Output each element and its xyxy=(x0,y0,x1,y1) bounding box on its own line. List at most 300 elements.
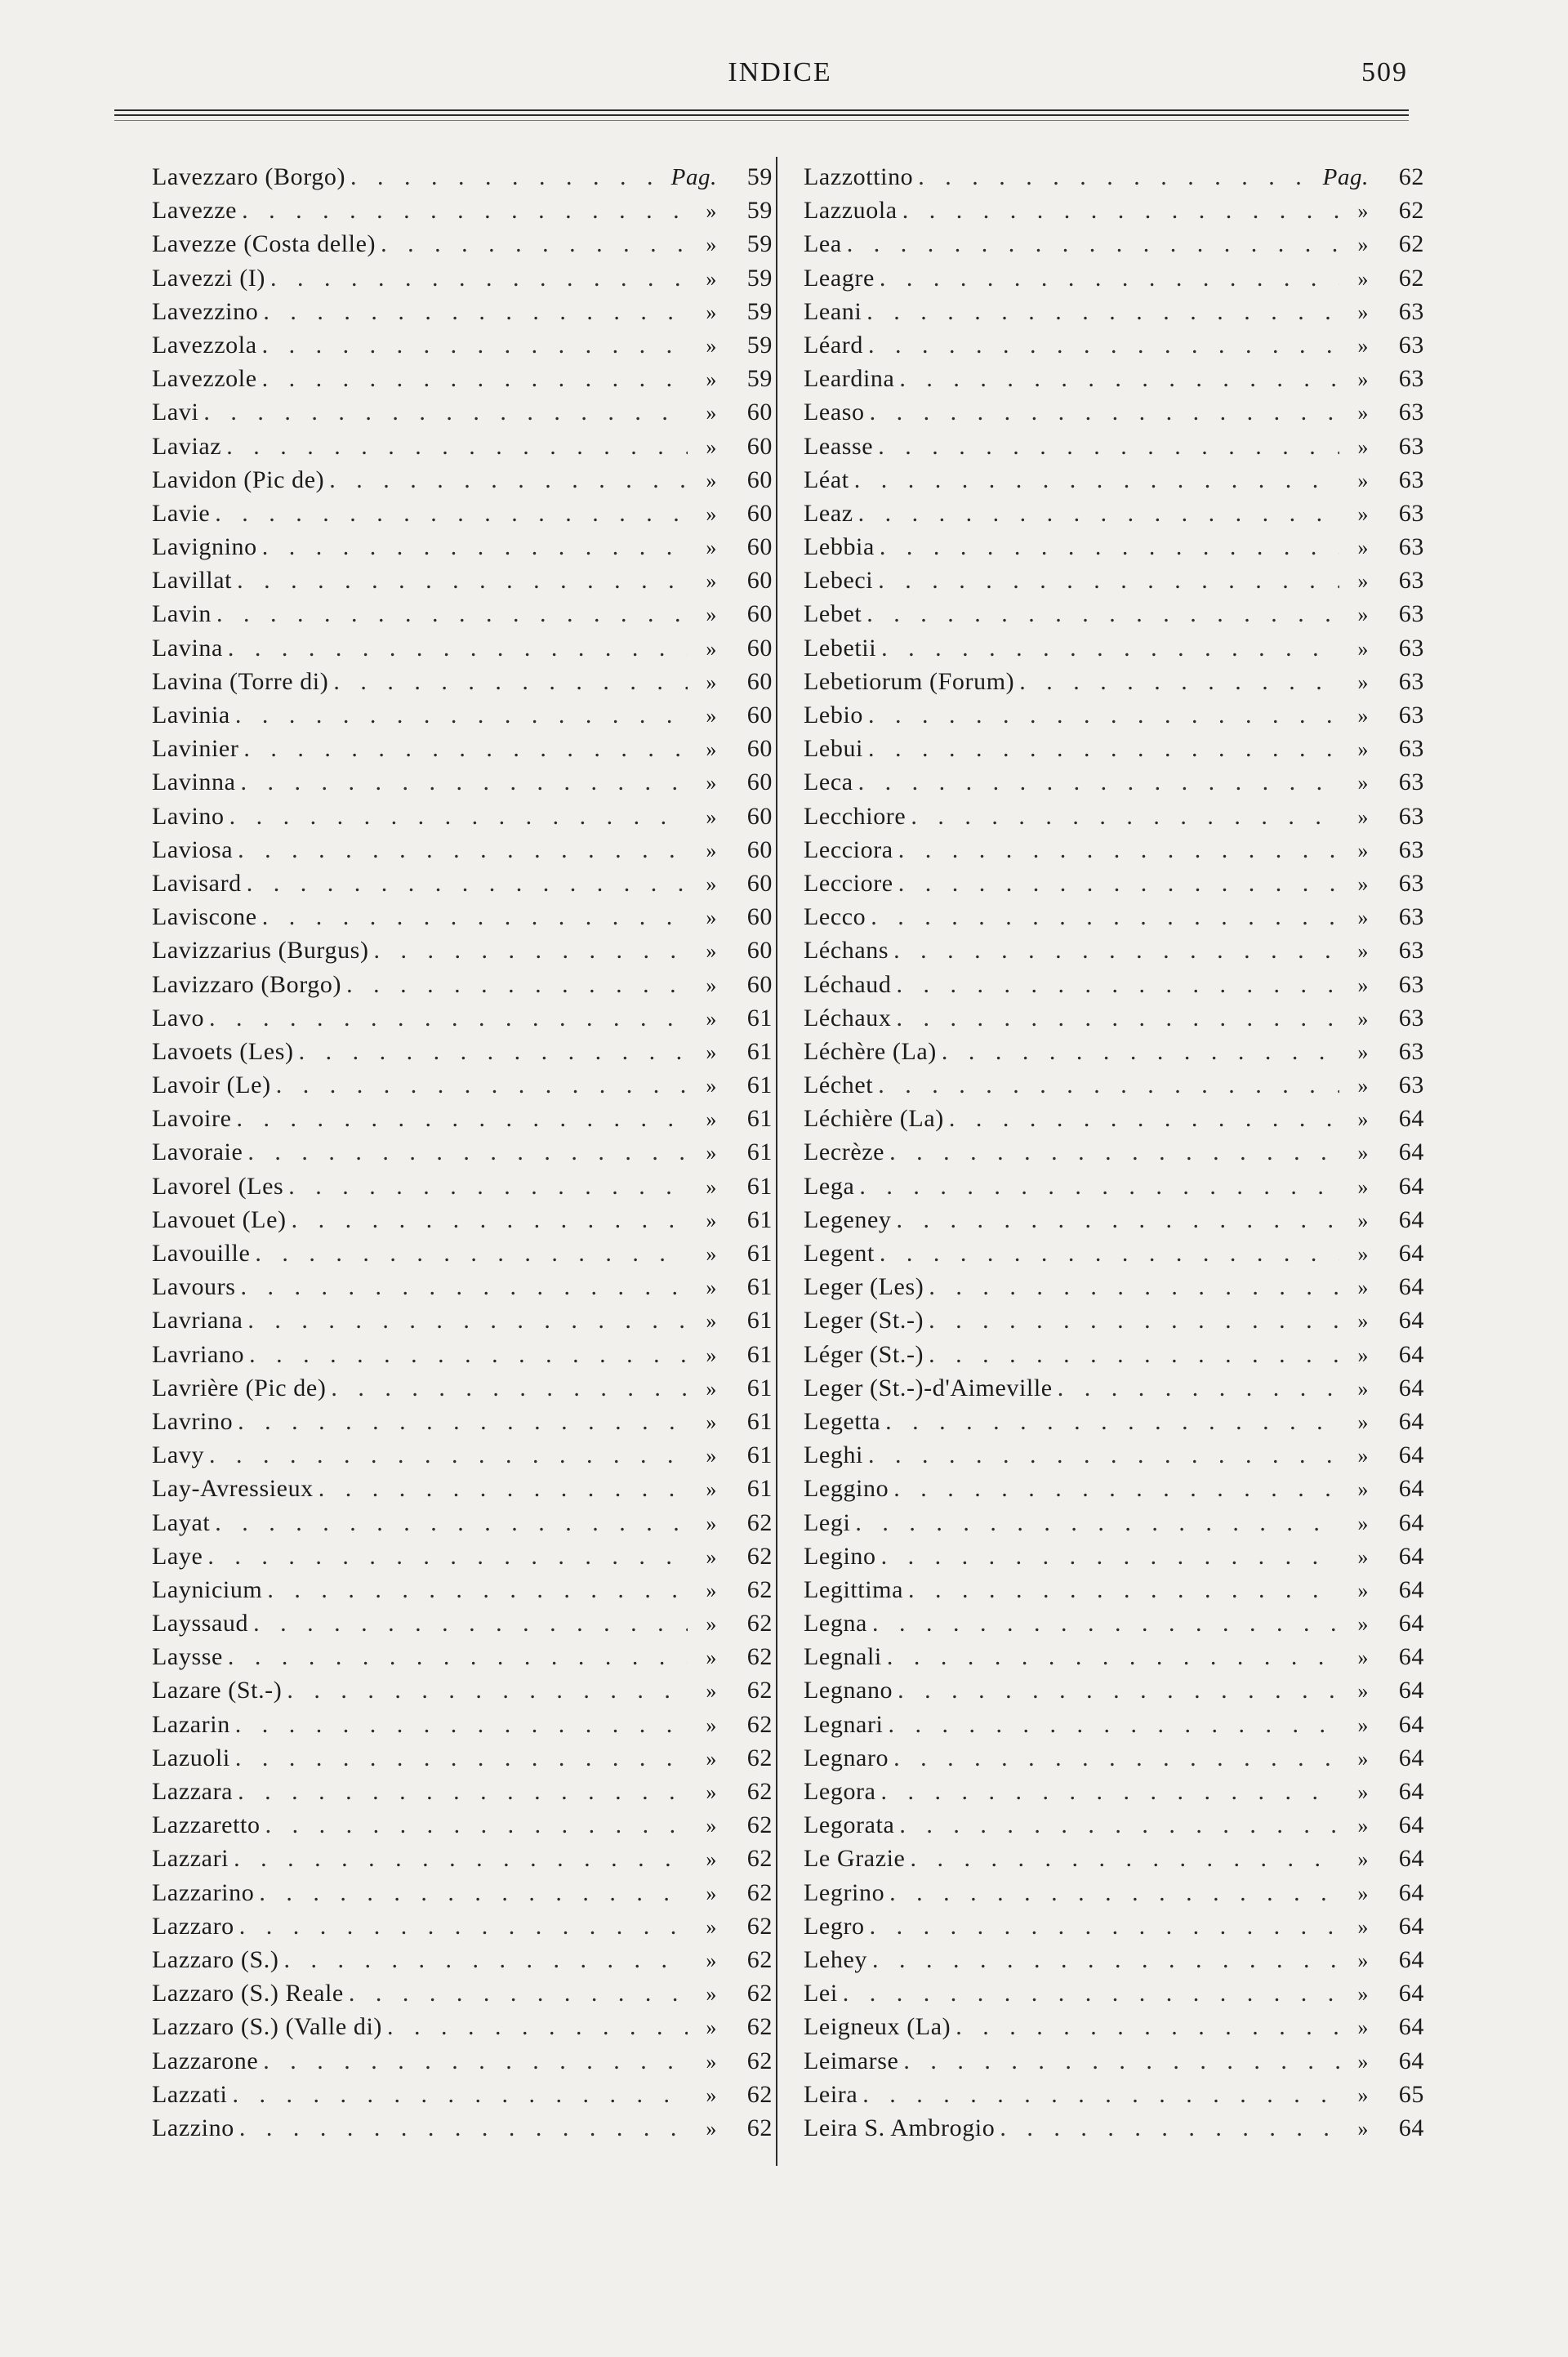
page-marker: » xyxy=(706,2049,717,2074)
dot-leader xyxy=(198,399,688,426)
page-marker: » xyxy=(1357,1276,1369,1300)
index-entry xyxy=(152,1206,773,1240)
page-marker: » xyxy=(706,1242,717,1266)
index-entry xyxy=(152,1576,773,1610)
dot-leader xyxy=(889,937,1339,965)
page-marker: » xyxy=(706,1746,717,1771)
index-entry xyxy=(152,635,773,668)
index-entry xyxy=(152,2081,773,2114)
page-marker: » xyxy=(706,2016,717,2040)
dot-leader xyxy=(876,1778,1339,1806)
entry-page-number: 60 xyxy=(746,533,773,561)
dot-leader xyxy=(204,1005,688,1032)
entry-page-number: 61 xyxy=(746,1072,773,1099)
dot-leader xyxy=(866,903,1339,931)
entry-page-number: 64 xyxy=(1398,1945,1424,1973)
entry-page-number: 62 xyxy=(1398,230,1424,258)
entry-name: Lehey xyxy=(804,1945,867,1973)
index-entry xyxy=(152,466,773,500)
dot-leader xyxy=(884,1138,1339,1166)
dot-leader xyxy=(873,567,1339,595)
entry-page-number: 64 xyxy=(1398,1475,1424,1503)
entry-name: Laye xyxy=(152,1542,203,1570)
entry-page-number: 61 xyxy=(746,1105,773,1133)
entry-page-number: 62 xyxy=(746,2080,773,2108)
dot-leader xyxy=(232,567,688,595)
entry-name: Leger (St.-) xyxy=(804,1307,924,1334)
page-marker: » xyxy=(706,333,717,358)
entry-page-number: 60 xyxy=(746,802,773,830)
index-entry xyxy=(152,2047,773,2081)
page-marker: » xyxy=(1357,2083,1369,2107)
page-marker: » xyxy=(706,939,717,964)
dot-leader xyxy=(1053,1375,1339,1402)
entry-page-number: 60 xyxy=(746,399,773,426)
entry-page-number: 62 xyxy=(746,2114,773,2141)
dot-leader xyxy=(891,1206,1339,1234)
entry-page-number: 61 xyxy=(746,1441,773,1469)
index-entry xyxy=(804,533,1424,567)
entry-page-number: 59 xyxy=(746,230,773,258)
entry-name: Lay-Avressieux xyxy=(152,1475,314,1503)
entry-name: Lavisard xyxy=(152,869,242,897)
index-entry xyxy=(804,265,1424,298)
index-entry xyxy=(152,332,773,365)
entry-name: Lavidon (Pic de) xyxy=(152,466,325,493)
entry-name: Léat xyxy=(804,466,849,493)
page-marker: » xyxy=(1357,1746,1369,1771)
dot-leader xyxy=(257,332,688,359)
index-entry xyxy=(152,365,773,399)
entry-page-number: 64 xyxy=(1398,1273,1424,1301)
page-marker: » xyxy=(706,569,717,594)
index-entry xyxy=(804,903,1424,937)
entry-name: Lavoraie xyxy=(152,1138,243,1166)
index-entry xyxy=(804,1173,1424,1206)
index-entry xyxy=(152,1072,773,1105)
entry-name: Lazzaro (S.) xyxy=(152,1945,279,1973)
dot-leader xyxy=(326,1375,688,1402)
dot-leader xyxy=(944,1105,1339,1133)
dot-leader xyxy=(250,1240,688,1268)
page-marker: » xyxy=(706,1477,717,1502)
dot-leader xyxy=(863,1441,1339,1469)
entry-page-number: 60 xyxy=(746,970,773,998)
entry-page-number: 61 xyxy=(746,1240,773,1267)
index-entry xyxy=(804,1138,1424,1172)
index-entry xyxy=(804,1441,1424,1475)
dot-leader xyxy=(924,1341,1339,1369)
entry-name: Léchaud xyxy=(804,970,892,998)
entry-name: Lavours xyxy=(152,1273,236,1301)
entry-name: Leger (St.-)-d'Aimeville xyxy=(804,1374,1053,1401)
page-number: 509 xyxy=(1361,57,1408,87)
page-marker: » xyxy=(706,1914,717,1939)
page-marker: » xyxy=(1357,1780,1369,1804)
page-marker: » xyxy=(706,670,717,694)
page-marker: » xyxy=(1357,333,1369,358)
page-marker: » xyxy=(1357,906,1369,930)
dot-leader xyxy=(884,1879,1339,1907)
index-entry xyxy=(152,2013,773,2047)
entry-name: Leaso xyxy=(804,399,865,426)
page-marker: » xyxy=(706,2083,717,2107)
entry-name: Lavino xyxy=(152,802,225,830)
page-marker: » xyxy=(1357,401,1369,426)
page-marker: » xyxy=(1357,501,1369,526)
index-entry xyxy=(804,870,1424,903)
index-entry xyxy=(152,1946,773,1980)
entry-page-number: 61 xyxy=(746,1407,773,1435)
page-marker: » xyxy=(1357,771,1369,795)
entry-name: Laviaz xyxy=(152,432,222,460)
page-marker: » xyxy=(706,501,717,526)
index-entry xyxy=(152,1509,773,1543)
dot-leader xyxy=(328,668,688,696)
index-entry xyxy=(152,1408,773,1441)
page-marker: » xyxy=(706,1309,717,1334)
entry-page-number: 63 xyxy=(1398,1072,1424,1099)
entry-name: Lavi xyxy=(152,399,199,426)
index-entry xyxy=(152,1980,773,2013)
page-marker: » xyxy=(706,1948,717,1972)
index-entry xyxy=(804,1677,1424,1710)
page-marker: » xyxy=(1357,871,1369,896)
index-entry xyxy=(152,1778,773,1811)
entry-name: Lavezzino xyxy=(152,297,259,325)
index-entry xyxy=(804,735,1424,769)
page-marker: » xyxy=(706,1814,717,1838)
entry-name: Lecciore xyxy=(804,869,893,897)
entry-name: Leaz xyxy=(804,499,853,527)
page-marker: » xyxy=(1357,1242,1369,1266)
dot-leader xyxy=(875,265,1339,292)
index-entry xyxy=(152,533,773,567)
entry-name: Lavinier xyxy=(152,735,239,763)
entry-name: Lavoir (Le) xyxy=(152,1072,271,1099)
page-marker: » xyxy=(1357,1444,1369,1468)
page-marker: » xyxy=(706,1511,717,1535)
dot-leader xyxy=(231,1105,688,1133)
dot-leader xyxy=(913,163,1312,191)
dot-leader xyxy=(229,1845,688,1873)
page-marker: » xyxy=(1357,266,1369,291)
dot-leader xyxy=(230,1744,688,1772)
page-marker: » xyxy=(1357,973,1369,997)
page-marker: » xyxy=(1357,1141,1369,1165)
entry-name: Lavinna xyxy=(152,769,236,796)
entry-name: Leagre xyxy=(804,264,875,292)
entry-page-number: 62 xyxy=(746,1542,773,1570)
entry-name: Leira xyxy=(804,2080,858,2108)
index-column-left xyxy=(152,163,773,2148)
page-marker: » xyxy=(706,1544,717,1569)
entry-name: Lavriana xyxy=(152,1307,243,1334)
entry-name: Lavillat xyxy=(152,567,233,595)
entry-page-number: 62 xyxy=(746,2047,773,2074)
entry-name: Lazzino xyxy=(152,2114,234,2141)
dot-leader xyxy=(324,466,688,494)
index-entry xyxy=(804,500,1424,533)
page-marker: » xyxy=(1357,368,1369,392)
entry-page-number: 62 xyxy=(746,1610,773,1637)
entry-name: Lazzuola xyxy=(804,197,898,225)
index-entry xyxy=(152,1913,773,1946)
entry-name: Lecciora xyxy=(804,835,893,863)
dot-leader xyxy=(903,1576,1339,1604)
entry-name: Lavina xyxy=(152,634,223,662)
index-entry xyxy=(804,1980,1424,2013)
index-entry xyxy=(804,1240,1424,1273)
index-entry xyxy=(804,2013,1424,2047)
entry-page-number: 63 xyxy=(1398,533,1424,561)
index-entry xyxy=(152,803,773,836)
dot-leader xyxy=(282,1677,688,1704)
entry-name: Léard xyxy=(804,331,863,359)
page-marker: » xyxy=(706,973,717,997)
index-entry xyxy=(804,2114,1424,2148)
dot-leader xyxy=(237,197,688,225)
entry-page-number: 63 xyxy=(1398,735,1424,763)
page-marker: » xyxy=(706,1780,717,1804)
dot-leader xyxy=(233,1408,688,1436)
entry-name: Lavinia xyxy=(152,702,230,728)
page-marker: » xyxy=(1357,1107,1369,1132)
index-entry xyxy=(152,1038,773,1072)
index-entry xyxy=(152,1879,773,1913)
index-entry xyxy=(804,1610,1424,1643)
index-entry xyxy=(152,230,773,264)
page-marker: » xyxy=(1357,569,1369,594)
page-marker: » xyxy=(706,1376,717,1401)
page-marker: » xyxy=(706,1107,717,1132)
entry-page-number: 61 xyxy=(746,1307,773,1334)
entry-name: Lazzaro xyxy=(152,1912,234,1940)
entry-page-number: 60 xyxy=(746,903,773,931)
header-rule-middle xyxy=(114,114,1409,116)
page-marker: » xyxy=(706,368,717,392)
entry-name: Legrino xyxy=(804,1878,885,1906)
dot-leader xyxy=(258,298,688,326)
page-marker: » xyxy=(1357,737,1369,762)
page-marker: » xyxy=(706,536,717,560)
dot-leader xyxy=(924,1307,1339,1334)
entry-name: Lecco xyxy=(804,903,866,931)
index-entry xyxy=(152,1307,773,1340)
index-entry xyxy=(804,668,1424,702)
page-marker: » xyxy=(1357,636,1369,661)
index-entry xyxy=(804,1341,1424,1375)
dot-leader xyxy=(873,433,1339,461)
page-marker: » xyxy=(1357,2016,1369,2040)
page-marker: » xyxy=(1357,939,1369,964)
page-marker: » xyxy=(1357,233,1369,257)
entry-name: Lebui xyxy=(804,735,863,763)
entry-page-number: 64 xyxy=(1398,1575,1424,1603)
entry-name: Lavina (Torre di) xyxy=(152,667,329,695)
index-entry xyxy=(152,500,773,533)
page-marker: » xyxy=(1357,1612,1369,1637)
page-marker: » xyxy=(706,1847,717,1872)
index-entry xyxy=(804,1845,1424,1878)
dot-leader xyxy=(862,600,1339,628)
entry-name: Legeney xyxy=(804,1205,892,1233)
page-marker: » xyxy=(1357,2049,1369,2074)
entry-page-number: 61 xyxy=(746,1037,773,1065)
entry-page-number: 63 xyxy=(1398,331,1424,359)
index-entry xyxy=(804,567,1424,600)
index-entry xyxy=(152,1173,773,1206)
index-entry xyxy=(804,1576,1424,1610)
page-marker: » xyxy=(1357,468,1369,492)
entry-name: Lavie xyxy=(152,499,211,527)
entry-name: Lei xyxy=(804,1980,838,2007)
entry-name: Lebet xyxy=(804,600,862,628)
index-entry xyxy=(152,1610,773,1643)
page-marker: » xyxy=(706,838,717,862)
dot-leader xyxy=(863,702,1339,729)
entry-name: Layssaud xyxy=(152,1610,249,1637)
dot-leader xyxy=(233,836,688,864)
entry-name: Lazzarino xyxy=(152,1878,255,1906)
index-entry xyxy=(152,971,773,1005)
page-marker: » xyxy=(1357,1544,1369,1569)
dot-leader xyxy=(223,635,688,662)
page-header xyxy=(152,57,1408,106)
entry-page-number: 64 xyxy=(1398,1744,1424,1771)
index-entry xyxy=(152,769,773,802)
index-entry xyxy=(152,1105,773,1138)
index-entry xyxy=(804,1711,1424,1744)
entry-name: Lavezze xyxy=(152,197,238,225)
entry-page-number: 62 xyxy=(1398,163,1424,190)
dot-leader xyxy=(294,1038,688,1066)
entry-page-number: 62 xyxy=(746,1575,773,1603)
entry-page-number: 62 xyxy=(746,1744,773,1771)
dot-leader xyxy=(344,1980,688,2007)
entry-name: Legna xyxy=(804,1610,867,1637)
entry-name: Lavezzi (I) xyxy=(152,264,265,292)
entry-name: Legora xyxy=(804,1778,876,1805)
entry-page-number: 63 xyxy=(1398,600,1424,628)
entry-page-number: 60 xyxy=(746,869,773,897)
dot-leader xyxy=(238,735,688,763)
entry-page-number: 60 xyxy=(746,702,773,728)
entry-name: Le Grazie xyxy=(804,1845,906,1873)
dot-leader xyxy=(924,1273,1339,1301)
index-entry xyxy=(152,567,773,600)
entry-page-number: 63 xyxy=(1398,634,1424,662)
page-marker: » xyxy=(1357,1174,1369,1199)
index-entry xyxy=(804,433,1424,466)
entry-page-number: 63 xyxy=(1398,702,1424,728)
entry-name: Lavy xyxy=(152,1441,205,1469)
entry-page-number: 64 xyxy=(1398,1677,1424,1704)
page-marker: » xyxy=(706,1074,717,1098)
index-entry xyxy=(804,1475,1424,1508)
entry-name: Lavin xyxy=(152,600,212,628)
page-marker: » xyxy=(1357,670,1369,694)
entry-name: Lavouille xyxy=(152,1240,251,1267)
dot-leader xyxy=(287,1206,688,1234)
entry-name: Legent xyxy=(804,1240,875,1267)
index-entry xyxy=(804,1105,1424,1138)
index-entry xyxy=(804,1946,1424,1980)
entry-page-number: 63 xyxy=(1398,466,1424,493)
index-entry xyxy=(152,1005,773,1038)
index-entry xyxy=(152,433,773,466)
entry-name: Legro xyxy=(804,1912,865,1940)
index-entry xyxy=(804,1879,1424,1913)
entry-page-number: 60 xyxy=(746,499,773,527)
dot-leader xyxy=(894,365,1339,393)
index-entry xyxy=(152,702,773,735)
index-entry xyxy=(804,399,1424,432)
index-entry xyxy=(152,735,773,769)
entry-name: Legnari xyxy=(804,1710,884,1738)
index-entry xyxy=(152,668,773,702)
entry-page-number: 59 xyxy=(746,331,773,359)
entry-name: Lavo xyxy=(152,1004,205,1031)
dot-leader xyxy=(233,1778,688,1806)
entry-page-number: 62 xyxy=(1398,197,1424,225)
page-marker: » xyxy=(1357,1040,1369,1064)
index-entry xyxy=(152,197,773,230)
entry-page-number: 60 xyxy=(746,466,773,493)
entry-page-number: 63 xyxy=(1398,399,1424,426)
page-marker: » xyxy=(1357,804,1369,829)
page-marker: » xyxy=(1357,1006,1369,1031)
entry-name: Leimarse xyxy=(804,2047,899,2074)
page-marker: » xyxy=(706,906,717,930)
entry-name: Lazzaretto xyxy=(152,1811,261,1839)
index-entry xyxy=(804,2047,1424,2081)
entry-page-number: 62 xyxy=(746,1878,773,1906)
dot-leader xyxy=(882,1643,1339,1671)
entry-page-number: 63 xyxy=(1398,432,1424,460)
entry-page-number: 64 xyxy=(1398,1508,1424,1536)
page-marker: » xyxy=(706,737,717,762)
dot-leader xyxy=(893,1677,1339,1704)
dot-leader xyxy=(369,937,688,965)
entry-page-number: 60 xyxy=(746,600,773,628)
index-entry xyxy=(804,1307,1424,1340)
dot-leader xyxy=(891,1005,1339,1032)
page-marker: » xyxy=(1357,704,1369,728)
entry-name: Lebeci xyxy=(804,567,874,595)
dot-leader xyxy=(204,1441,688,1469)
header-rule-bottom xyxy=(114,120,1409,121)
index-entry xyxy=(152,903,773,937)
index-entry xyxy=(804,1913,1424,1946)
entry-page-number: 60 xyxy=(746,667,773,695)
dot-leader xyxy=(951,2013,1339,2041)
entry-name: Laviscone xyxy=(152,903,257,931)
dot-leader xyxy=(891,971,1339,999)
entry-page-number: 63 xyxy=(1398,297,1424,325)
entry-name: Lazzaro (S.) Reale xyxy=(152,1980,344,2007)
page-marker: » xyxy=(706,1679,717,1704)
entry-name: Lavizzarius (Burgus) xyxy=(152,937,369,965)
entry-page-number: 59 xyxy=(746,264,773,292)
entry-name: Lavoets (Les) xyxy=(152,1037,294,1065)
dot-leader xyxy=(937,1038,1339,1066)
page-marker: » xyxy=(1357,1982,1369,2007)
dot-leader xyxy=(898,2047,1339,2075)
dot-leader xyxy=(850,1509,1339,1537)
page-marker: » xyxy=(706,636,717,661)
dot-leader xyxy=(880,1408,1339,1436)
